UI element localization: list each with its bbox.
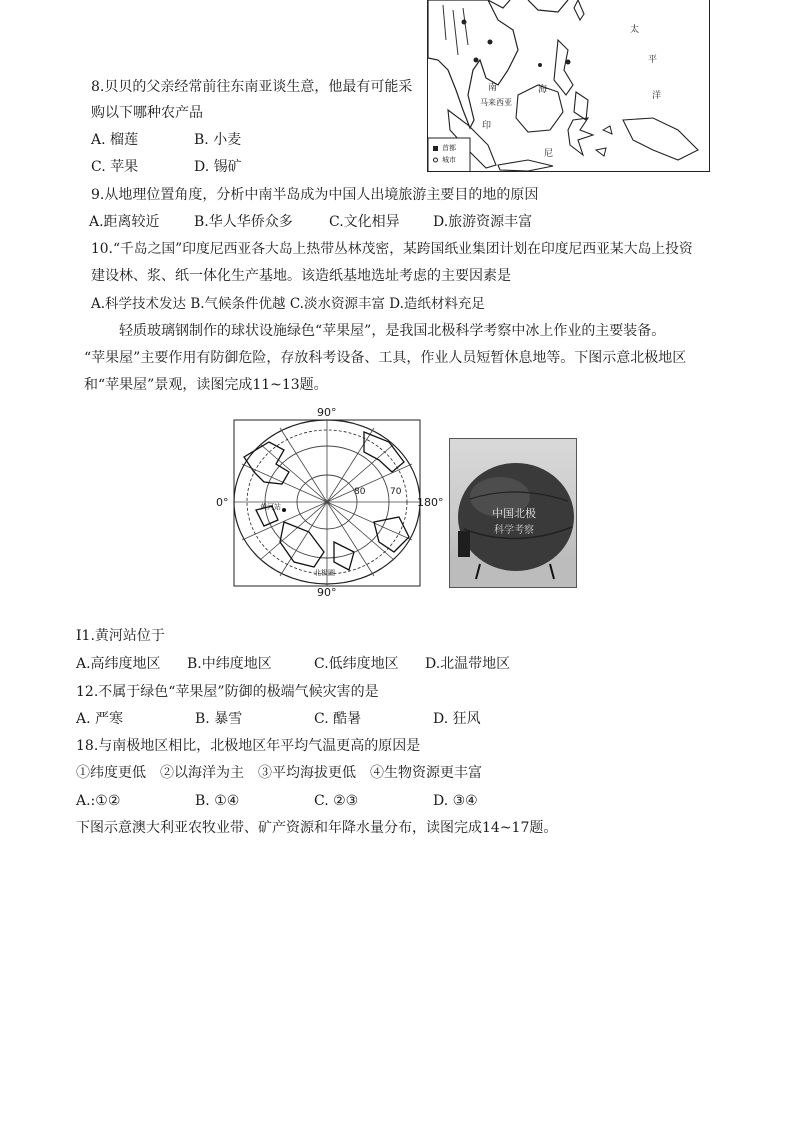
- q10-options[interactable]: A.科学技术发达 B.气候条件优越 C.淡水资源丰富 D.造纸材料充足: [91, 296, 485, 312]
- outro-text: 下图示意澳大利亚农牧业带、矿产资源和年降水量分布，读图完成14~17题。: [76, 820, 558, 836]
- q11-option-b[interactable]: B.中纬度地区: [187, 656, 272, 672]
- q9-option-a[interactable]: A.距离较近: [89, 214, 160, 230]
- photo-text-line2: 科学考察: [494, 525, 534, 536]
- q11-option-d[interactable]: D.北温带地区: [425, 656, 511, 672]
- intro-line2: “苹果屋”主要作用有防御危险，存放科考设备、工具，作业人员短暂休息地等。下图示意北极地区: [84, 350, 687, 366]
- intro-line3: 和“苹果屋”景观，读图完成11~13题。: [84, 377, 328, 393]
- intro-line1: 轻质玻璃钢制作的球状设施绿色“苹果屋”，是我国北极科学考察中冰上作业的主要装备。: [119, 323, 666, 339]
- map-label-pacific-2: 平: [648, 55, 658, 65]
- q11-stem: I1.黄河站位于: [76, 628, 165, 644]
- arctic-map-top-label: 90°: [317, 406, 337, 419]
- map-label-yin: 印: [482, 121, 492, 131]
- map-label-pacific-3: 洋: [652, 91, 662, 101]
- q9-option-c[interactable]: C.文化相异: [329, 214, 400, 230]
- q12-option-a[interactable]: A. 严寒: [76, 711, 124, 727]
- q12-stem: 12.不属于绿色“苹果屋”防御的极端气候灾害的是: [76, 684, 379, 700]
- map-label-pacific-1: 太: [630, 25, 640, 35]
- legend-city: 城市: [442, 156, 456, 164]
- arctic-map-station-label: 黄河站: [260, 503, 281, 511]
- q13-option-b[interactable]: B. ①④: [195, 793, 240, 809]
- arctic-map-right-label: 180°: [417, 496, 444, 509]
- q13-option-d[interactable]: D. ③④: [433, 793, 478, 809]
- q10-stem-line2: 建设林、浆、纸一体化生产基地。该造纸基地选址考虑的主要因素是: [91, 268, 511, 284]
- q13-option-a[interactable]: A.:①②: [76, 793, 121, 809]
- q10-stem-line1: 10.“千岛之国”印度尼西亚各大岛上热带丛林茂密，某跨国纸业集团计划在印度尼西亚某大岛上投资: [91, 241, 693, 257]
- arctic-map-lat80-label: 80: [354, 487, 366, 497]
- q8-stem-line1: 8.贝贝的父亲经常前往东南亚谈生意，他最有可能采: [91, 79, 413, 95]
- q13-option-c[interactable]: C. ②③: [314, 793, 359, 809]
- photo-text-line1: 中国北极: [492, 507, 536, 520]
- q9-option-d[interactable]: D.旅游资源丰富: [433, 214, 533, 230]
- southeast-asia-map: [427, 0, 710, 172]
- map-label-south: 南: [488, 83, 498, 93]
- map-label-sea: 海: [538, 85, 548, 95]
- q8-option-d[interactable]: D. 锡矿: [194, 159, 242, 175]
- q11-option-a[interactable]: A.高纬度地区: [76, 656, 161, 672]
- q9-option-b[interactable]: B.华人华侨众多: [194, 214, 293, 230]
- q12-option-d[interactable]: D. 狂风: [433, 711, 481, 727]
- q8-stem-line2: 购以下哪种农产品: [91, 105, 203, 121]
- q9-stem: 9.从地理位置角度，分析中南半岛成为中国人出境旅游主要目的地的原因: [91, 187, 539, 203]
- map-label-malaysia: 马来西亚: [480, 98, 512, 107]
- q13-reasons: ①纬度更低 ②以海洋为主 ③平均海拔更低 ④生物资源更丰富: [76, 765, 482, 781]
- apple-house-photo: [449, 438, 577, 588]
- arctic-map-left-label: 0°: [216, 496, 229, 509]
- arctic-map-circle-label: 北极圈: [314, 569, 335, 577]
- arctic-map-bottom-label: 90°: [317, 586, 337, 599]
- q8-option-b[interactable]: B. 小麦: [194, 132, 242, 148]
- arctic-map: [214, 402, 444, 602]
- southeast-asia-map-drawing: [428, 0, 710, 172]
- q12-option-b[interactable]: B. 暴雪: [195, 711, 243, 727]
- q11-option-c[interactable]: C.低纬度地区: [314, 656, 399, 672]
- q8-option-a[interactable]: A. 榴莲: [91, 132, 139, 148]
- map-label-ni: 尼: [544, 149, 554, 159]
- q13-stem: 18.与南极地区相比，北极地区年平均气温更高的原因是: [76, 738, 421, 754]
- legend-capital: 首都: [442, 144, 456, 152]
- arctic-map-lat70-label: 70: [390, 487, 402, 497]
- q12-option-c[interactable]: C. 酷暑: [314, 711, 362, 727]
- q8-option-c[interactable]: C. 苹果: [91, 159, 139, 175]
